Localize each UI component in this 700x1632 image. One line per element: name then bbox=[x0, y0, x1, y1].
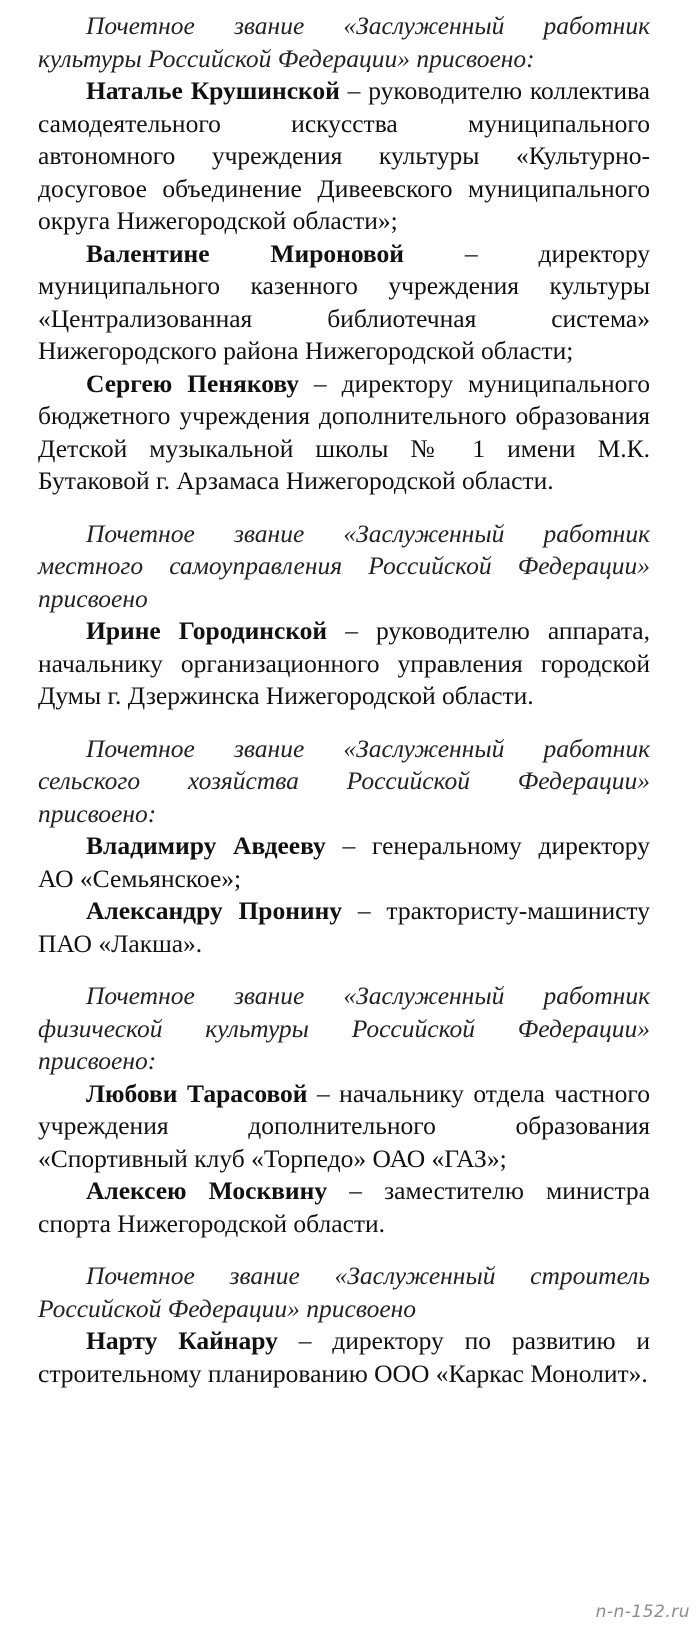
award-section-agriculture bbox=[38, 733, 650, 961]
recipient-position: – директору по развитию и строительному планированию ООО «Каркас Монолит». bbox=[38, 1326, 650, 1388]
award-section-construction bbox=[38, 1260, 650, 1390]
recipient-position: – заместителю министра спорта Нижегородской области. bbox=[38, 1176, 650, 1238]
recipient-name: Алексею Москвину bbox=[86, 1176, 328, 1205]
recipient-position: – генеральному директору АО «Семьянское»; bbox=[38, 831, 650, 893]
award-entry bbox=[38, 895, 650, 960]
section-heading: Почетное звание «Заслуженный работник культуры Российской Федерации» присвоено: bbox=[38, 11, 650, 73]
recipient-name: Нарту Кайнару bbox=[86, 1326, 278, 1355]
award-section-culture bbox=[38, 10, 650, 498]
recipient-position: – директору муниципального бюджетного учреждения дополнительного образования Детской музыкальной школы № 1 имени М.К. Бутаковой г. Арзамаса Нижегородской области. bbox=[38, 368, 650, 495]
award-entry bbox=[38, 615, 650, 713]
recipient-name: Любови Тарасовой bbox=[86, 1078, 308, 1108]
recipient-position: – директору муниципального казенного учреждения культуры «Централизованная библиотечная система» Нижегородского района Нижегородской области; bbox=[38, 238, 650, 365]
recipient-position: – руководителю аппарата, начальнику организационного управления городской Думы г. Дзержинска Нижегородской области. bbox=[38, 616, 650, 710]
recipient-name: Александру Пронину bbox=[86, 896, 343, 925]
recipient-position: – начальнику отдела частного учреждения дополнительного образования «Спортивный клуб «Торпедо» ОАО «ГАЗ»; bbox=[38, 1078, 650, 1173]
award-entry bbox=[38, 238, 650, 368]
site-watermark: n-n-152.ru bbox=[595, 1602, 690, 1622]
section-heading: Почетное звание «Заслуженный работник сельского хозяйства Российской Федерации» присвоено: bbox=[38, 733, 650, 828]
recipient-name: Владимиру Авдееву bbox=[86, 831, 326, 860]
recipient-position: – трактористу-машинисту ПАО «Лакша». bbox=[38, 896, 650, 958]
award-section-sport bbox=[38, 980, 650, 1240]
recipient-name: Ирине Городинской bbox=[86, 616, 328, 645]
section-heading: Почетное звание «Заслуженный строитель Российской Федерации» присвоено bbox=[38, 1261, 650, 1323]
award-entry bbox=[38, 1078, 650, 1176]
award-entry bbox=[38, 1325, 650, 1390]
document-body bbox=[38, 10, 650, 1390]
recipient-name: Наталье Крушинской bbox=[86, 76, 340, 105]
recipient-position: – руководителю коллектива самодеятельного искусства муниципального автономного учреждения культуры «Культурно-досуговое объединение Дивеевского муниципального округа Нижегородской области»; bbox=[38, 76, 650, 235]
award-entry bbox=[38, 830, 650, 895]
award-section-local-government bbox=[38, 518, 650, 713]
section-heading: Почетное звание «Заслуженный работник местного самоуправления Российской Федерации» присвоено bbox=[38, 518, 650, 613]
recipient-name: Валентине Мироновой bbox=[86, 238, 404, 268]
award-entry bbox=[38, 1175, 650, 1240]
recipient-name: Сергею Пенякову bbox=[86, 368, 299, 398]
section-heading: Почетное звание «Заслуженный работник физической культуры Российской Федерации» присвоено: bbox=[38, 981, 650, 1075]
award-entry bbox=[38, 75, 650, 238]
award-entry bbox=[38, 368, 650, 498]
